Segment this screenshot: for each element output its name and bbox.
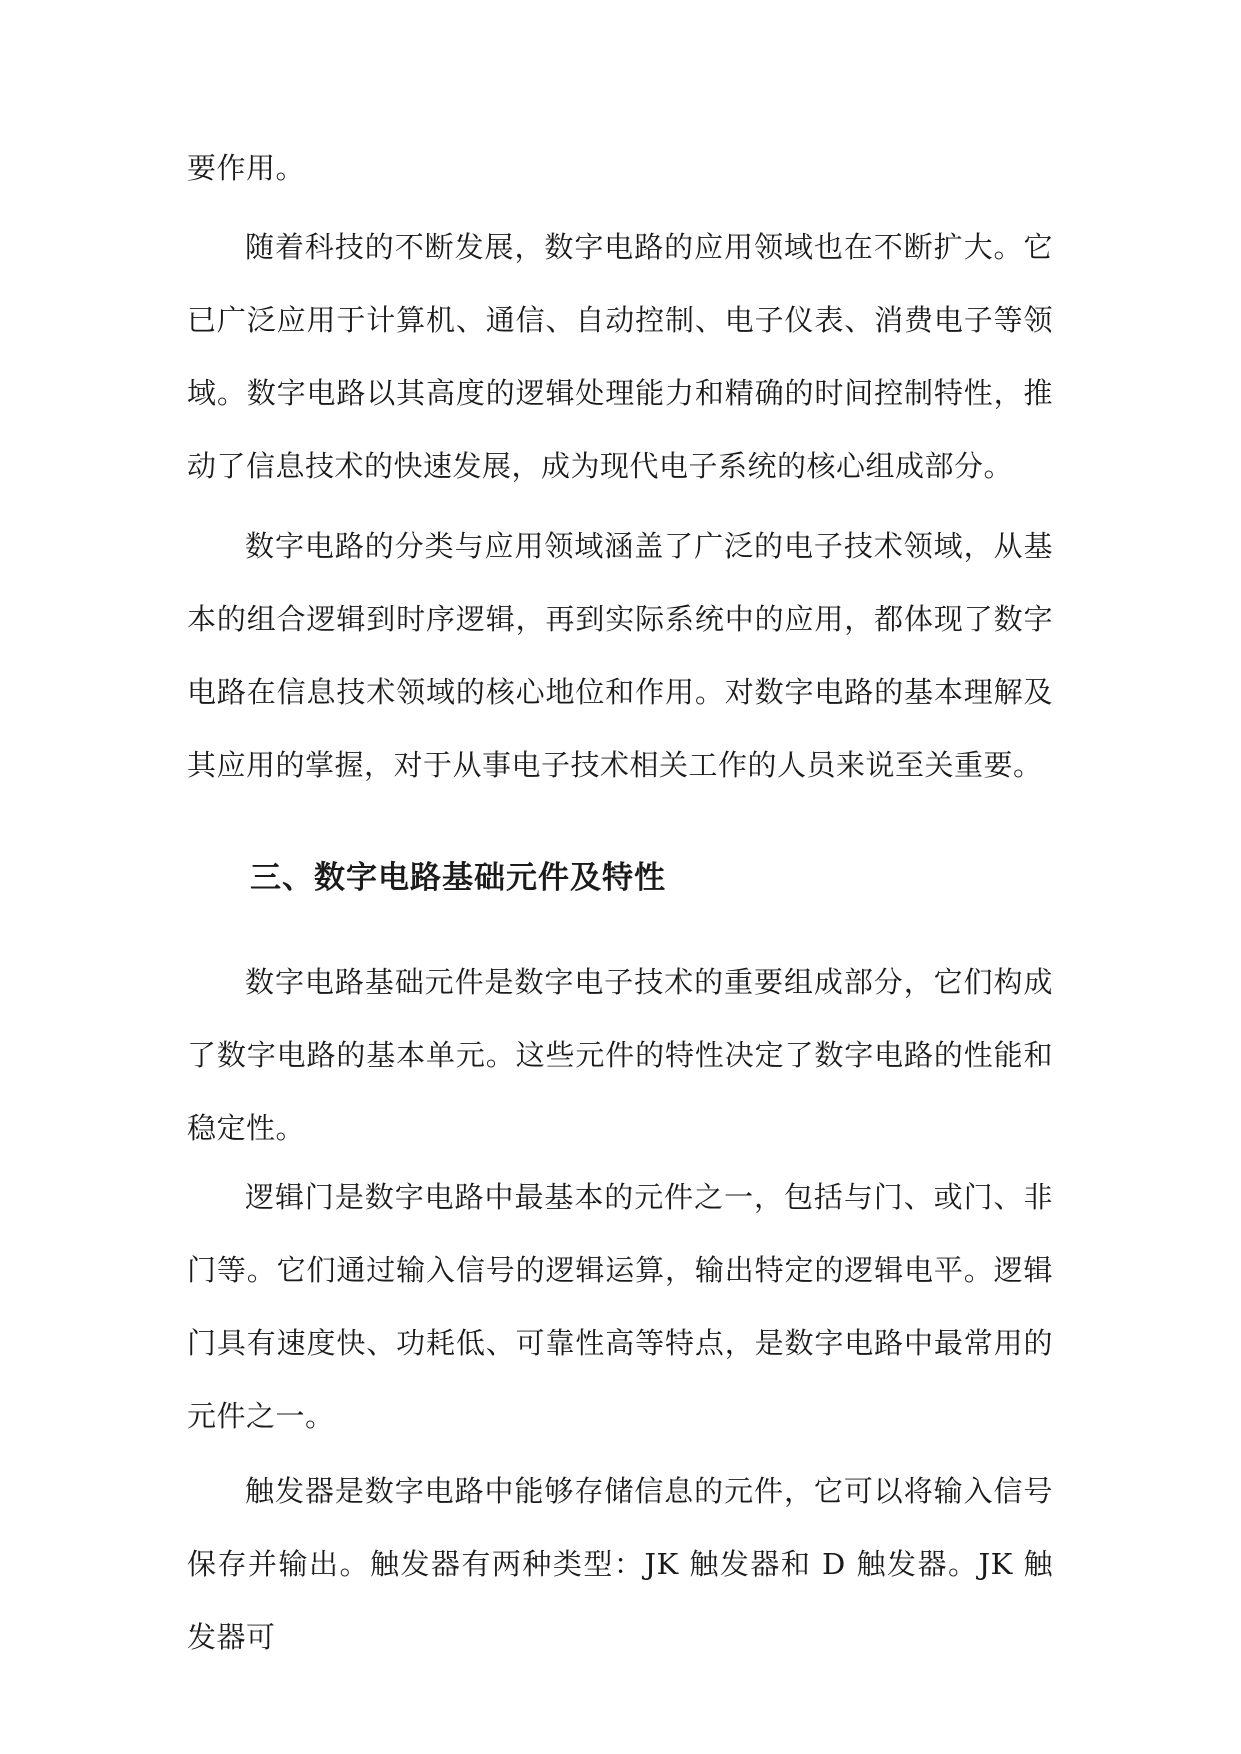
paragraph-basic-components: 数字电路基础元件是数字电子技术的重要组成部分，它们构成了数字电路的基本单元。这些元件的特性决定了数字电路的性能和稳定性。: [187, 965, 1053, 1145]
paragraph-logic-gates: 逻辑门是数字电路中最基本的元件之一，包括与门、或门、非门等。它们通过输入信号的逻辑运算，输出特定的逻辑电平。逻辑门具有速度快、功耗低、可靠性高等特点，是数字电路中最常用的元件之一。: [187, 1180, 1053, 1433]
paragraph-classification-summary: 数字电路的分类与应用领域涵盖了广泛的电子技术领域，从基本的组合逻辑到时序逻辑，再到实际系统中的应用，都体现了数字电路在信息技术领域的核心地位和作用。对数字电路的基本理解及其应用的掌握，对于从事电子技术相关工作的人员来说至关重要。: [187, 529, 1053, 782]
section-heading: 三、数字电路基础元件及特性: [250, 860, 666, 896]
paragraph-continuation: 要作用。: [187, 151, 306, 185]
paragraph-application-fields: 随着科技的不断发展，数字电路的应用领域也在不断扩大。它已广泛应用于计算机、通信、自动控制、电子仪表、消费电子等领域。数字电路以其高度的逻辑处理能力和精确的时间控制特性，推动了信息技术的快速发展，成为现代电子系统的核心组成部分。: [187, 230, 1053, 483]
paragraph-flip-flops: 触发器是数字电路中能够存储信息的元件，它可以将输入信号保存并输出。触发器有两种类型：JK 触发器和 D 触发器。JK 触发器可: [187, 1474, 1053, 1654]
